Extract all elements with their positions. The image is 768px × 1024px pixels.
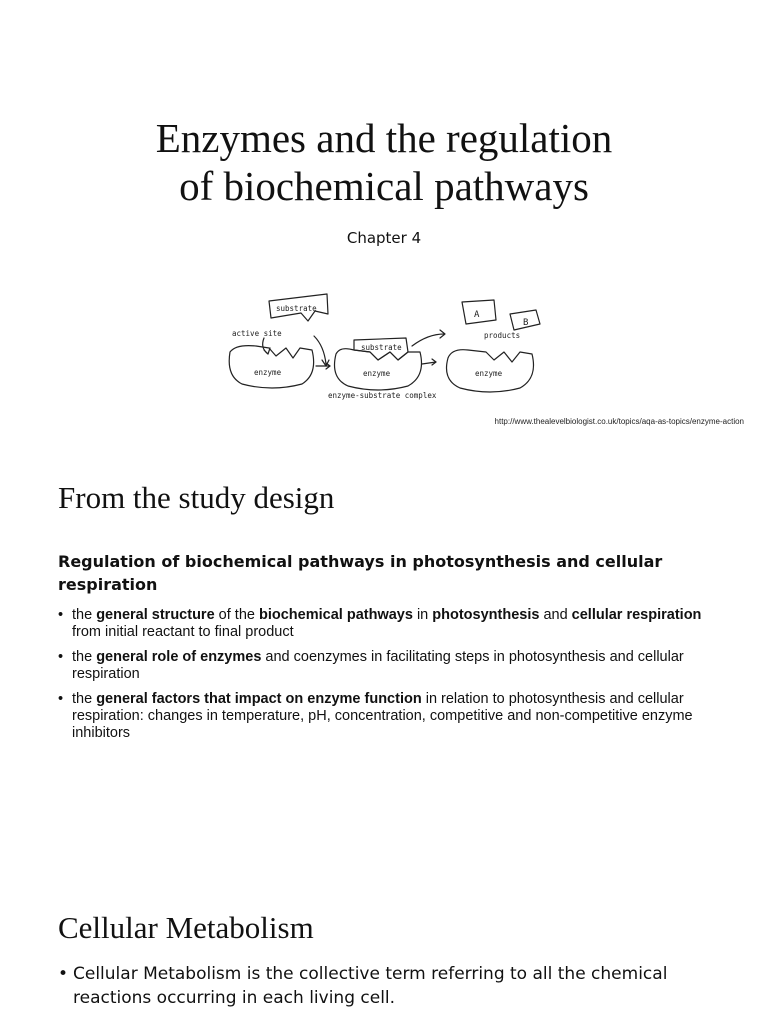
- slide-heading: From the study design: [58, 480, 335, 515]
- label-complex: enzyme-substrate complex: [328, 391, 437, 400]
- slide-title: [0, 114, 768, 210]
- label-product-a: A: [474, 310, 480, 320]
- list-item: • Cellular Metabolism is the collective term referring to all the chemical reactions occurring in each living cell.: [58, 962, 748, 1010]
- enzyme-action-diagram: [222, 288, 552, 406]
- list-item: • the general structure of the biochemical pathways in photosynthesis and cellular respiration from initial reactant to final product: [58, 607, 728, 641]
- label-substrate: substrate: [276, 304, 317, 313]
- list-item: • the general factors that impact on enzyme function in relation to photosynthesis and cellular respiration: changes in temperature, pH, concentration, competitive and non-competitive enzyme inhibitors: [58, 691, 728, 742]
- list-item: • the general role of enzymes and coenzymes in facilitating steps in photosynthesis and cellular respiration: [58, 649, 728, 683]
- products-arrow: [412, 334, 444, 346]
- label-products: products: [484, 331, 521, 340]
- study-design-list: [58, 607, 728, 750]
- binding-arrow: [314, 336, 326, 364]
- image-credit-link[interactable]: http://www.thealevelbiologist.co.uk/topics/aqa-as-topics/enzyme-action: [494, 417, 744, 426]
- metabolism-list: [58, 962, 748, 1010]
- label-enzyme-2: enzyme: [363, 369, 391, 378]
- chapter-subtitle: Chapter 4: [346, 229, 422, 247]
- slide-heading: Cellular Metabolism: [58, 910, 314, 945]
- label-bound-substrate: substrate: [361, 343, 402, 352]
- enzyme-1-shape: [229, 346, 313, 388]
- study-design-slide: [0, 452, 768, 890]
- cellular-metabolism-slide: [0, 890, 768, 1024]
- label-active-site: active site: [232, 329, 282, 338]
- section-heading: Regulation of biochemical pathways in photosynthesis and cellular respiration: [58, 552, 663, 594]
- label-enzyme-1: enzyme: [254, 368, 282, 377]
- label-enzyme-3: enzyme: [475, 369, 503, 378]
- label-product-b: B: [523, 318, 529, 328]
- slide-title-line-2: of biochemical pathways: [179, 163, 589, 209]
- title-slide: [0, 0, 768, 452]
- slide-title-line-1: Enzymes and the regulation: [155, 115, 613, 161]
